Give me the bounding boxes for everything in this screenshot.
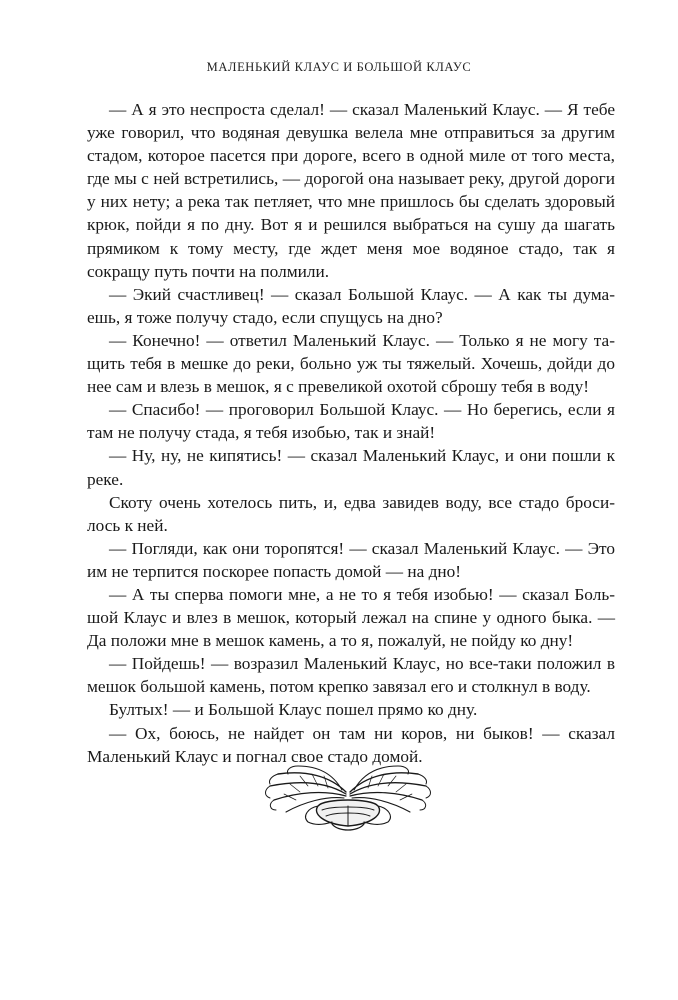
paragraph-8: — А ты сперва помоги мне, а не то я тебя изобью! — сказал Большой Клаус и влез в мешок, который лежал на спине у одного быка. — Да положи мне в мешок камень, а то я, пожалуй, не пойду ко дну!	[87, 584, 615, 651]
paragraph-6: Скоту очень хотелось пить, и, едва завидев воду, все стадо бросилось к ней.	[87, 492, 615, 535]
paragraph-9: — Пойдешь! — возразил Маленький Клаус, но все-таки положил в мешок большой камень, потом крепко завязал его и столкнул в воду.	[87, 654, 615, 697]
paragraph-1: — А я это неспроста сделал! — сказал Маленький Клаус. — Я тебе уже говорил, что водяная девушка велела мне отправиться за другим стадом, которое пасется при дороге, всего в одной миле от того места, где мы с ней встретились, — дорогой она называет реку, другой дороги у них нету; а река так петляет, что мне пришлось бы сделать здоровый крюк, пойди я по дну. Вот я и решился выбраться на сушу да шагать прямиком к тому месту, где ждет меня мое водяное стадо, так я сокращу путь почти на полмили.	[87, 100, 615, 281]
paragraph-4: — Спасибо! — проговорил Большой Клаус. — Но берегись, если я там не получу стада, я тебя изобью, так и знай!	[87, 400, 615, 443]
paragraph-7: — Погляди, как они торопятся! — сказал Маленький Клаус. — Это им не терпится поскорее попасть домой — на дно!	[87, 538, 615, 581]
story-text	[87, 98, 615, 768]
decorative-vignette-icon	[260, 762, 436, 838]
running-header: МАЛЕНЬКИЙ КЛАУС И БОЛЬШОЙ КЛАУС	[206, 60, 472, 74]
paragraph-10: Бултых! — и Большой Клаус пошел прямо ко дну.	[109, 700, 478, 720]
paragraph-5: — Ну, ну, не кипятись! — сказал Маленький Клаус, и они пошли к реке.	[87, 446, 615, 489]
paragraph-3: — Конечно! — ответил Маленький Клаус. — Только я не могу тащить тебя в мешке до реки, больно уж ты тяжелый. Хочешь, дойди до нее сам и влезь в мешок, я с превеликой охотой сброшу тебя в воду!	[87, 330, 615, 397]
paragraph-2: — Экий счастливец! — сказал Большой Клаус. — А как ты думаешь, я тоже получу стадо, если спущусь на дно?	[87, 284, 615, 327]
paragraph-11: — Ох, боюсь, не найдет он там ни коров, ни быков! — сказал Маленький Клаус и погнал свое стадо домой.	[87, 723, 615, 766]
